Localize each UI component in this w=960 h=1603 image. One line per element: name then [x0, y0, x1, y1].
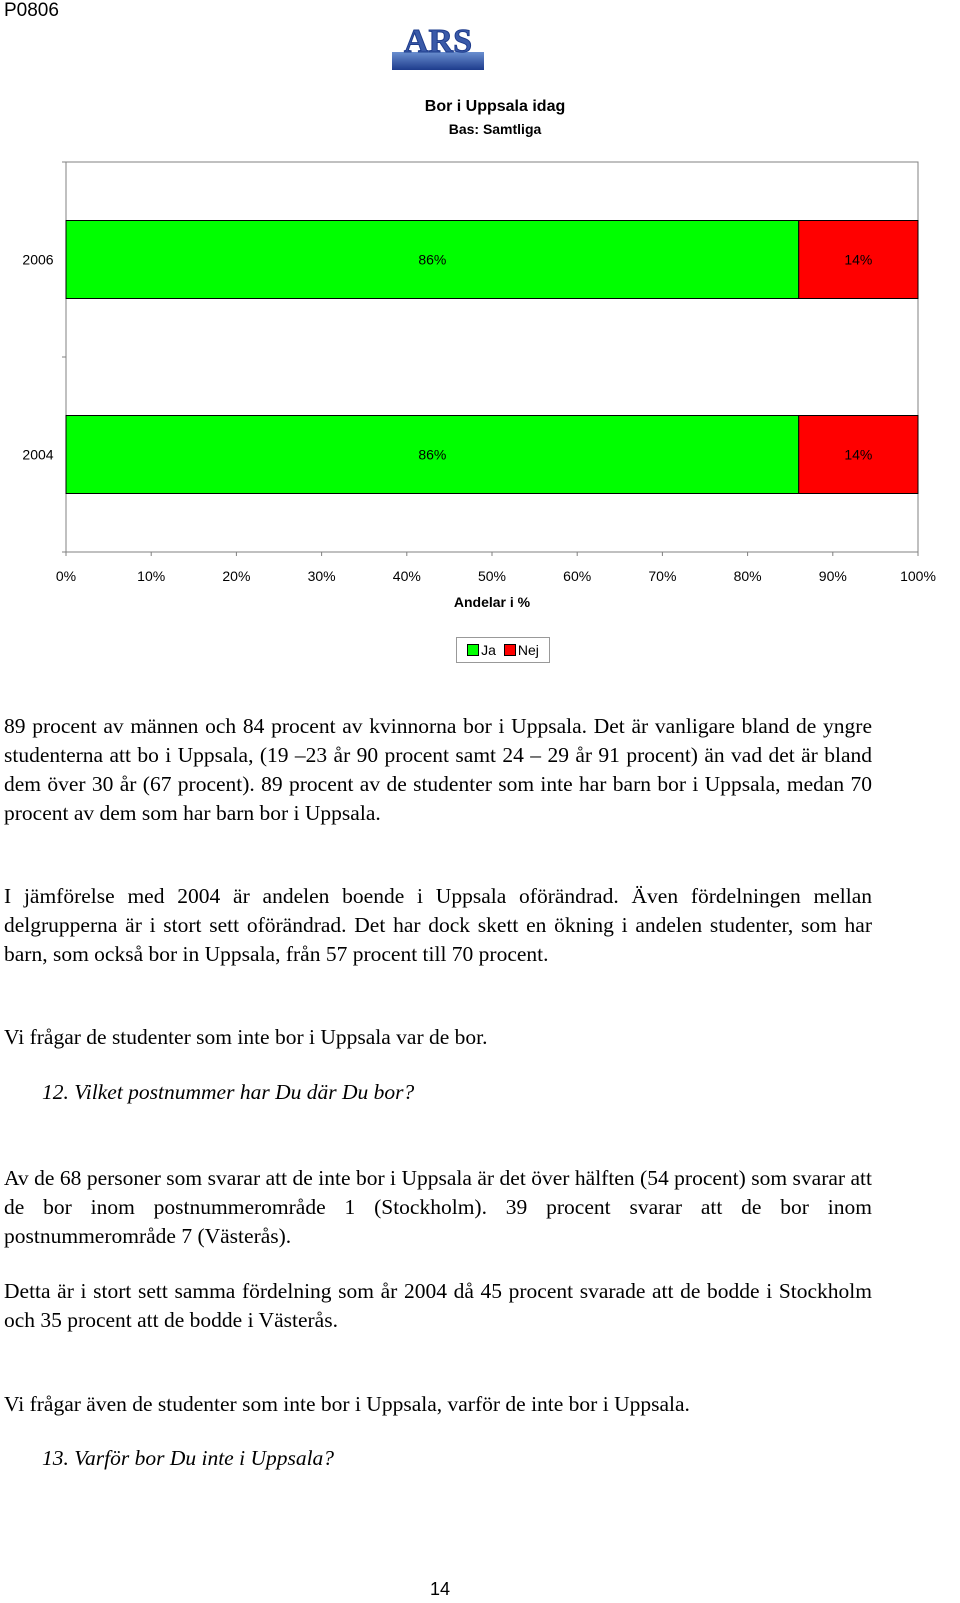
x-tick-label: 30% — [307, 568, 336, 584]
stacked-bar-chart — [0, 150, 960, 630]
legend-label-nej: Nej — [517, 642, 539, 658]
category-label-2004: 2004 — [22, 446, 54, 463]
chart-title: Bor i Uppsala idag — [424, 98, 566, 115]
x-tick-label: 20% — [222, 568, 251, 584]
x-axis-title: Andelar i % — [453, 594, 531, 610]
question-12: 12. Vilket postnummer har Du där Du bor? — [42, 1080, 415, 1104]
x-tick-label: 50% — [477, 568, 507, 584]
legend-label-ja: Ja — [481, 642, 496, 658]
x-tick-label: 80% — [733, 568, 762, 584]
paragraph-6: Vi frågar även de studenter som inte bor i Uppsala, varför de inte bor i Uppsala. — [4, 1392, 690, 1416]
x-tick-label: 100% — [900, 568, 936, 584]
paragraph-1: 89 procent av männen och 84 procent av kvinnorna bor i Uppsala. Det är vanligare bland de yngre studenterna att bo i Uppsala, (19 –23 år 90 procent samt 24 – 29 år 91 procent) än vad det är bland dem över 30 år (67 procent). 89 procent av de studenter som inte har barn bor i Uppsala, medan 70 procent av dem som har barn bor i Uppsala. — [4, 714, 872, 825]
paragraph-2: I jämförelse med 2004 är andelen boende i Uppsala oförändrad. Även fördelningen mellan delgrupperna är i stort sett oförändrad. Det har dock skett en ökning i andelen studenter, som har barn, som också bor in Uppsala, från 57 procent till 70 procent. — [4, 884, 872, 966]
data-label-nej-2004: 14% — [844, 446, 873, 463]
data-label-nej-2006: 14% — [844, 251, 873, 268]
document-code: P0806 — [4, 0, 59, 21]
legend-swatch-nej — [504, 644, 516, 656]
svg-text:ARS: ARS — [403, 23, 473, 60]
x-tick-label: 40% — [392, 568, 421, 584]
paragraph-4: Av de 68 personer som svarar att de inte bor i Uppsala är det över hälften (54 procent) som svarar att de bor inom postnummerområde 1 (Stockholm). 39 procent svarar att de bor inom postnummerområde 7 (Västerås). — [4, 1166, 872, 1248]
legend-item-nej — [504, 642, 539, 658]
legend-item-ja — [467, 642, 496, 658]
data-label-ja-2006: 86% — [418, 251, 447, 268]
x-tick-label: 10% — [137, 568, 166, 584]
ars-logo — [392, 22, 484, 72]
page-number: 14 — [429, 1579, 451, 1599]
legend-swatch-ja — [467, 644, 479, 656]
chart-legend — [456, 637, 550, 663]
question-13: 13. Varför bor Du inte i Uppsala? — [42, 1446, 335, 1470]
x-tick-label: 90% — [818, 568, 847, 584]
data-label-ja-2004: 86% — [418, 446, 447, 463]
chart-subtitle: Bas: Samtliga — [448, 121, 542, 137]
paragraph-3: Vi frågar de studenter som inte bor i Uppsala var de bor. — [4, 1025, 488, 1049]
x-tick-label: 70% — [648, 568, 677, 584]
x-tick-label: 60% — [563, 568, 592, 584]
paragraph-5: Detta är i stort sett samma fördelning som år 2004 då 45 procent svarade att de bodde i Stockholm och 35 procent att de bodde i Västerås. — [4, 1279, 872, 1332]
category-label-2006: 2006 — [22, 251, 54, 268]
x-tick-label: 0% — [55, 568, 77, 584]
